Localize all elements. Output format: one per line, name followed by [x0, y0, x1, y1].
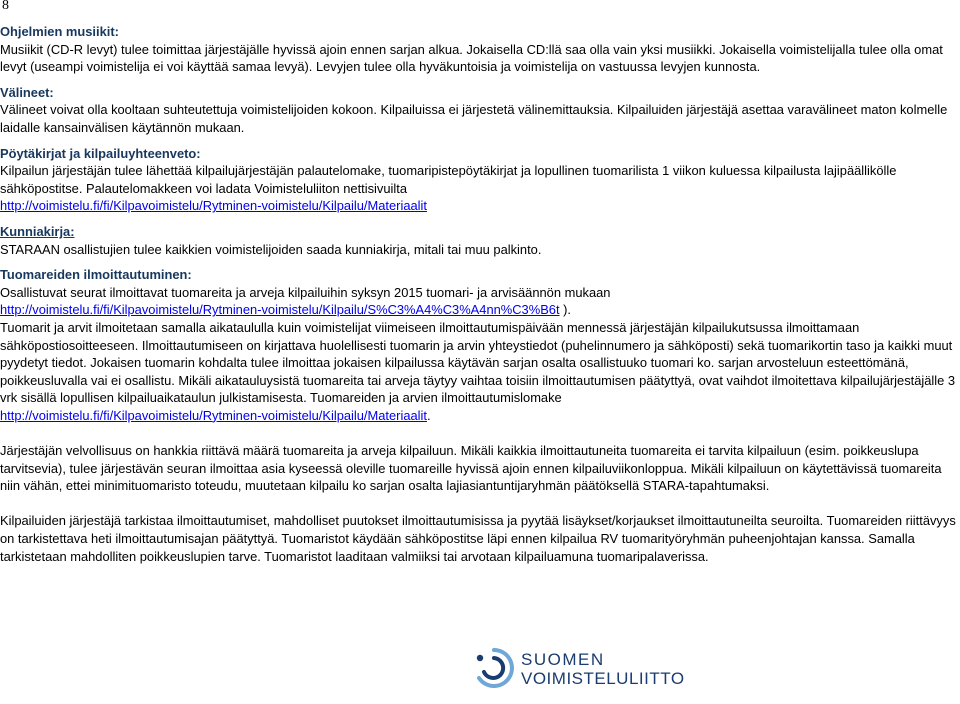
voimisteluliitto-logo: [470, 642, 685, 698]
diploma-heading: Kunniakirja:: [0, 223, 75, 239]
judges-section: [0, 266, 958, 565]
logo-line1: SUOMEN: [521, 650, 605, 669]
judges-para1: [0, 319, 958, 425]
equipment-section: [0, 84, 958, 137]
judges-intro: Osallistuvat seurat ilmoittavat tuomareita ja arveja kilpailuihin syksyn 2015 tuomari- ja arvisäännön mukaan: [0, 284, 611, 300]
rules-link-suffix: ).: [559, 302, 572, 318]
music-section: [0, 23, 958, 76]
protocols-body: Kilpailun järjestäjän tulee lähettää kilpailujärjestäjän palautelomake, tuomaripistepöytäkirjat ja lopullinen tuomarilista 1 viikon kuluessa kilpailusta lajipäällikölle sähköpostitse. Palautelomakkeen voi ladata Voimisteluliiton nettisivuilta: [0, 163, 897, 196]
document-body: [0, 23, 958, 565]
music-heading: Ohjelmien musiikit:: [0, 24, 119, 39]
equipment-heading: Välineet:: [0, 84, 54, 100]
rules-link[interactable]: http://voimistelu.fi/fi/Kilpavoimistelu/Rytminen-voimistelu/Kilpailu/S%C3%A4%C3%A4nn%C3%B6t: [0, 302, 560, 318]
protocols-section: [0, 145, 958, 215]
equipment-text: Välineet voivat olla kooltaan suhteutettuja voimistelijoiden kokoon. Kilpailuissa ei järjestetä välinemittauksia. Kilpailuiden järjestäjä asettaa varavälineet maton kolmelle laidalle kansainvälisen käytännön mukaan.: [0, 102, 948, 135]
protocols-text: [0, 162, 958, 215]
judges-para2: Järjestäjän velvollisuus on hankkia riittävä määrä tuomareita ja arveja kilpailuun. Mikäli kaikkia ilmoittautuneita tuomareita ei tarvita kilpailuun (esim. poikkeuslupa tarvitsevia), tulee järjestävän seuran ilmoittaa asia kyseessä oleville tuomareille hyvissä ajoin ennen kilpailuviikonloppua. Mikäli kilpailuun on käytettävissä tuomareita niin vähän, ettei minimituomaristo toteudu, muutetaan kilpailu ko sarjan osalta lajiasiantuntijaryhmän päätöksellä STARA-tapahtumaksi.: [0, 443, 942, 494]
judges-form-link-suffix: .: [426, 407, 431, 423]
materials-link[interactable]: http://voimistelu.fi/fi/Kilpavoimistelu/Rytminen-voimistelu/Kilpailu/Materiaalit: [0, 198, 427, 214]
page-number: 8: [2, 0, 9, 13]
judges-para3: Kilpailuiden järjestäjä tarkistaa ilmoittautumiset, mahdolliset puutokset ilmoittautumisissa ja pyytää lisäykset/korjaukset ilmoittautuneilta seuroilta. Tuomareiden riittävyys on tarkistettava heti ilmoittautumisajan päätyttyä. Tuomaristot käydään sähköpostitse läpi ennen kilpailua RV tuomarityöryhmän puheenjohtajan kanssa. Samalla tarkistetaan mahdolliten poikkeuslupien tarve. Tuomaristot laaditaan valmiiksi tai arvotaan kilpailuamuna tuomaripalaverissa.: [0, 513, 956, 564]
judges-rules-line: [0, 301, 958, 319]
judges-heading: Tuomareiden ilmoittautuminen:: [0, 267, 192, 283]
judges-form-link[interactable]: http://voimistelu.fi/fi/Kilpavoimistelu/Rytminen-voimistelu/Kilpailu/Materiaalit: [0, 407, 427, 423]
logo-line2: VOIMISTELULIITTO: [521, 669, 685, 688]
protocols-heading: Pöytäkirjat ja kilpailuyhteenveto:: [0, 145, 201, 161]
diploma-section: [0, 223, 958, 258]
logo-emblem-icon: [472, 646, 516, 690]
music-text: Musiikit (CD-R levyt) tulee toimittaa järjestäjälle hyvissä ajoin ennen sarjan alkua. Jokaisella CD:llä saa olla vain yksi musiikki. Jokaisella voimistelijalla tulee olla omat levyt (useampi voimistelija ei voi käyttää samaa levyä). Levyjen tulee olla hyväkuntoisia ja voimistelija on vastuussa levyjen kunnosta.: [0, 41, 943, 75]
diploma-text: STARAAN osallistujien tulee kaikkien voimistelijoiden saada kunniakirja, mitali tai muu palkinto.: [0, 241, 542, 257]
judges-para1-text: Tuomarit ja arvit ilmoitetaan samalla aikataululla kuin voimistelijat viimeiseen ilmoittautumispäivään mennessä järjestäjän kilpailukutsussa ilmoittamaan sähköpostiosoitteeseen. Ilmoittautumiseen on kirjattava huolellisesti tuomarin ja arvin yhteystiedot (puhelinnumero ja sähköposti) sekä tuomarikortin taso ja kaikki muut pyydetyt tiedot. Jokaisen tuomarin kohdalta tulee ilmoittaa jokaisen kilpailussa käytävän sarjan osalta osallistuuko tuomari ko. sarjan arvosteluun esteettömänä, poikkeusluvalla vai ei osallistu. Mikäli aikatauluysistä tuomareita tai arveja täytyy vaihtaa toisiin ilmoittautumisen päätyttyä, ovat vaihdot ilmoitettava kilpailujärjestäjälle 3 vrk sisällä lopullisen kilpailuaikataulun julkistamisesta. Tuomareiden ja arvien ilmoittautumislomake: [0, 319, 956, 406]
